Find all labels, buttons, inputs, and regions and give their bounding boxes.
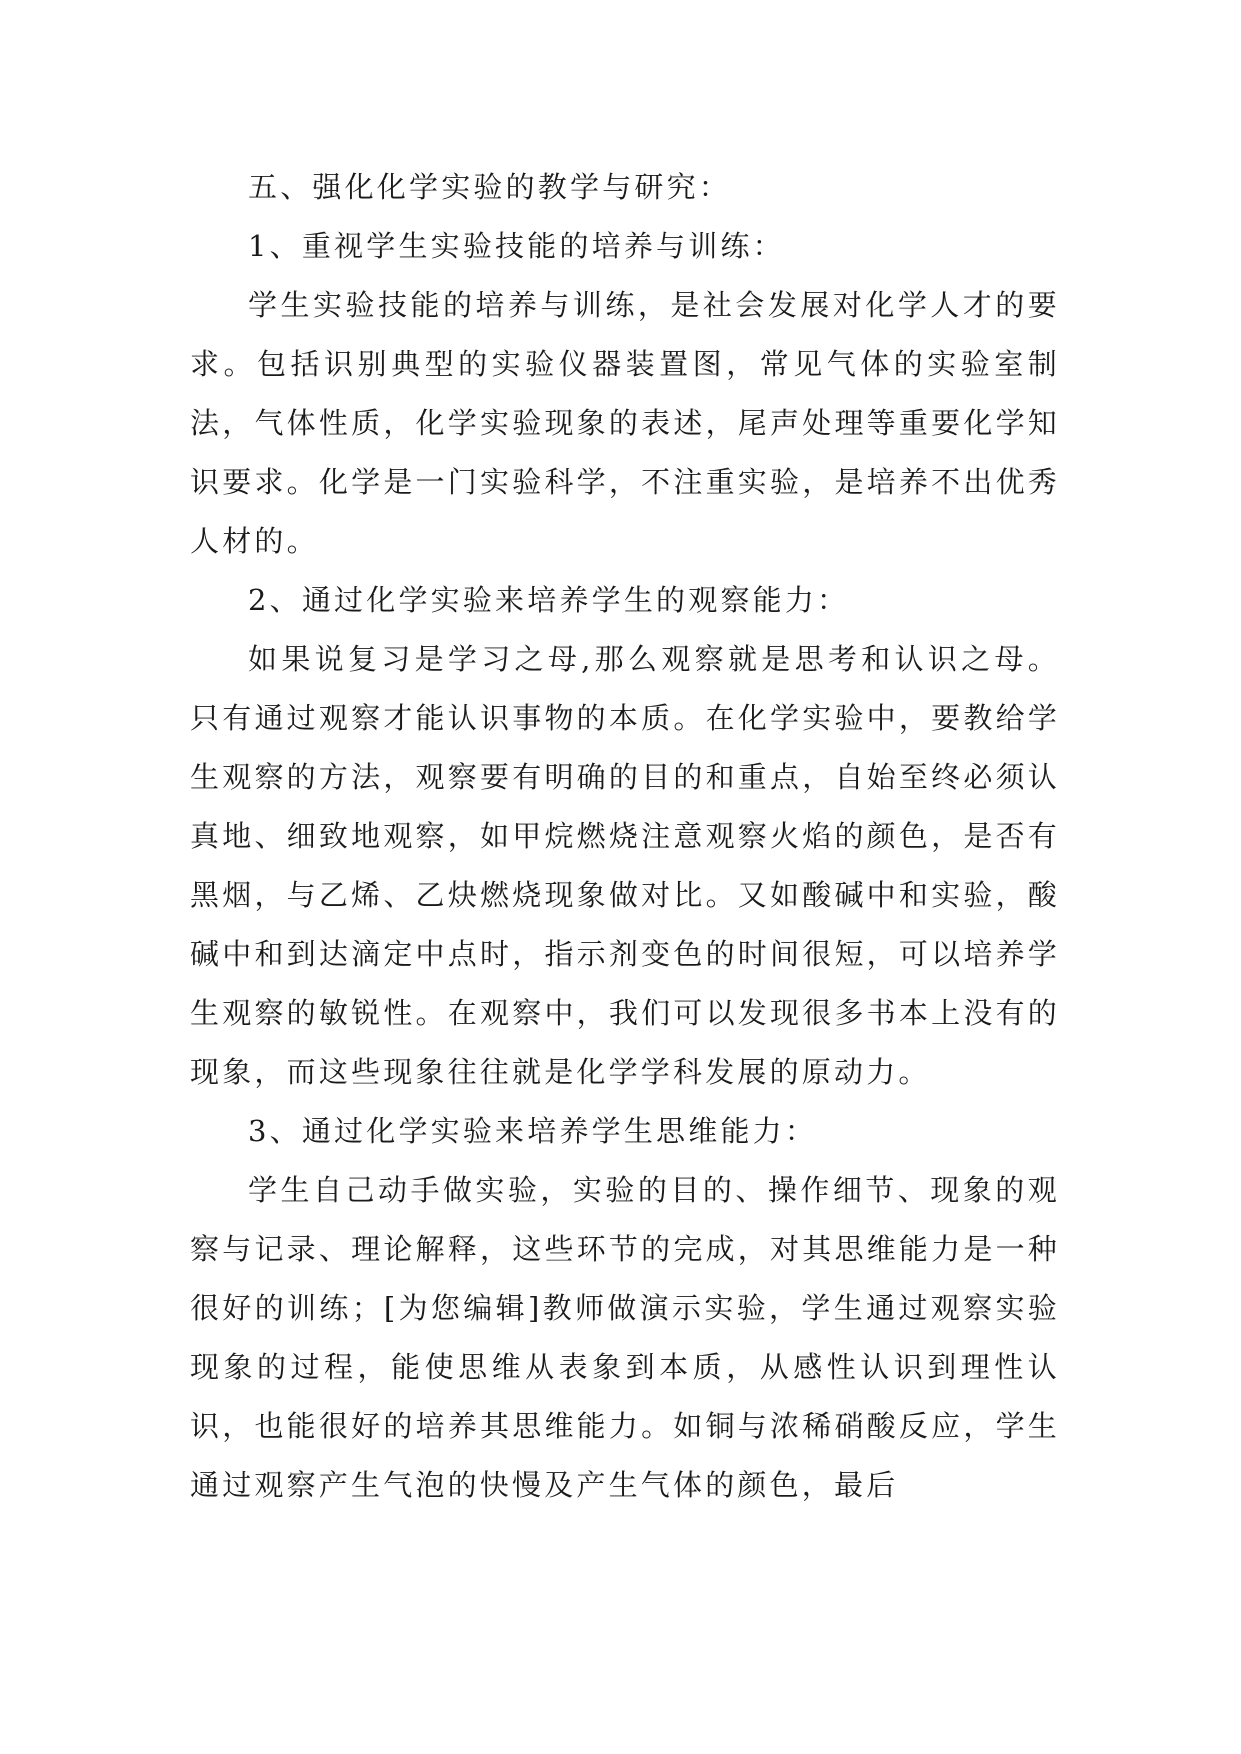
subheading-3: 3、通过化学实验来培养学生思维能力：	[248, 1114, 818, 1148]
subheading-1: 1、重视学生实验技能的培养与训练：	[248, 229, 785, 263]
paragraph-1: 学生实验技能的培养与训练，是社会发展对化学人才的要求。包括识别典型的实验仪器装置图，常见气体的实验室制法，气体性质，化学实验现象的表述，尾声处理等重要化学知识要求。化学是一门实验科学，不注重实验，是培养不出优秀人材的。	[190, 288, 1060, 558]
subheading-2: 2、通过化学实验来培养学生的观察能力：	[248, 583, 850, 617]
paragraph-3: 学生自己动手做实验，实验的目的、操作细节、现象的观察与记录、理论解释，这些环节的完成，对其思维能力是一种很好的训练；[为您编辑]教师做演示实验，学生通过观察实验现象的过程，能使思维从表象到本质，从感性认识到理性认识，也能很好的培养其思维能力。如铜与浓稀硝酸反应，学生通过观察产生气泡的快慢及产生气体的颜色，最后	[190, 1173, 1060, 1502]
section-heading-5: 五、强化化学实验的教学与研究：	[248, 170, 732, 204]
paragraph-2: 如果说复习是学习之母,那么观察就是思考和认识之母。只有通过观察才能认识事物的本质。在化学实验中，要教给学生观察的方法，观察要有明确的目的和重点，自始至终必须认真地、细致地观察，如甲烷燃烧注意观察火焰的颜色，是否有黑烟，与乙烯、乙炔燃烧现象做对比。又如酸碱中和实验，酸碱中和到达滴定中点时，指示剂变色的时间很短，可以培养学生观察的敏锐性。在观察中，我们可以发现很多书本上没有的现象，而这些现象往往就是化学学科发展的原动力。	[190, 642, 1060, 1089]
document-body	[190, 158, 1060, 1515]
